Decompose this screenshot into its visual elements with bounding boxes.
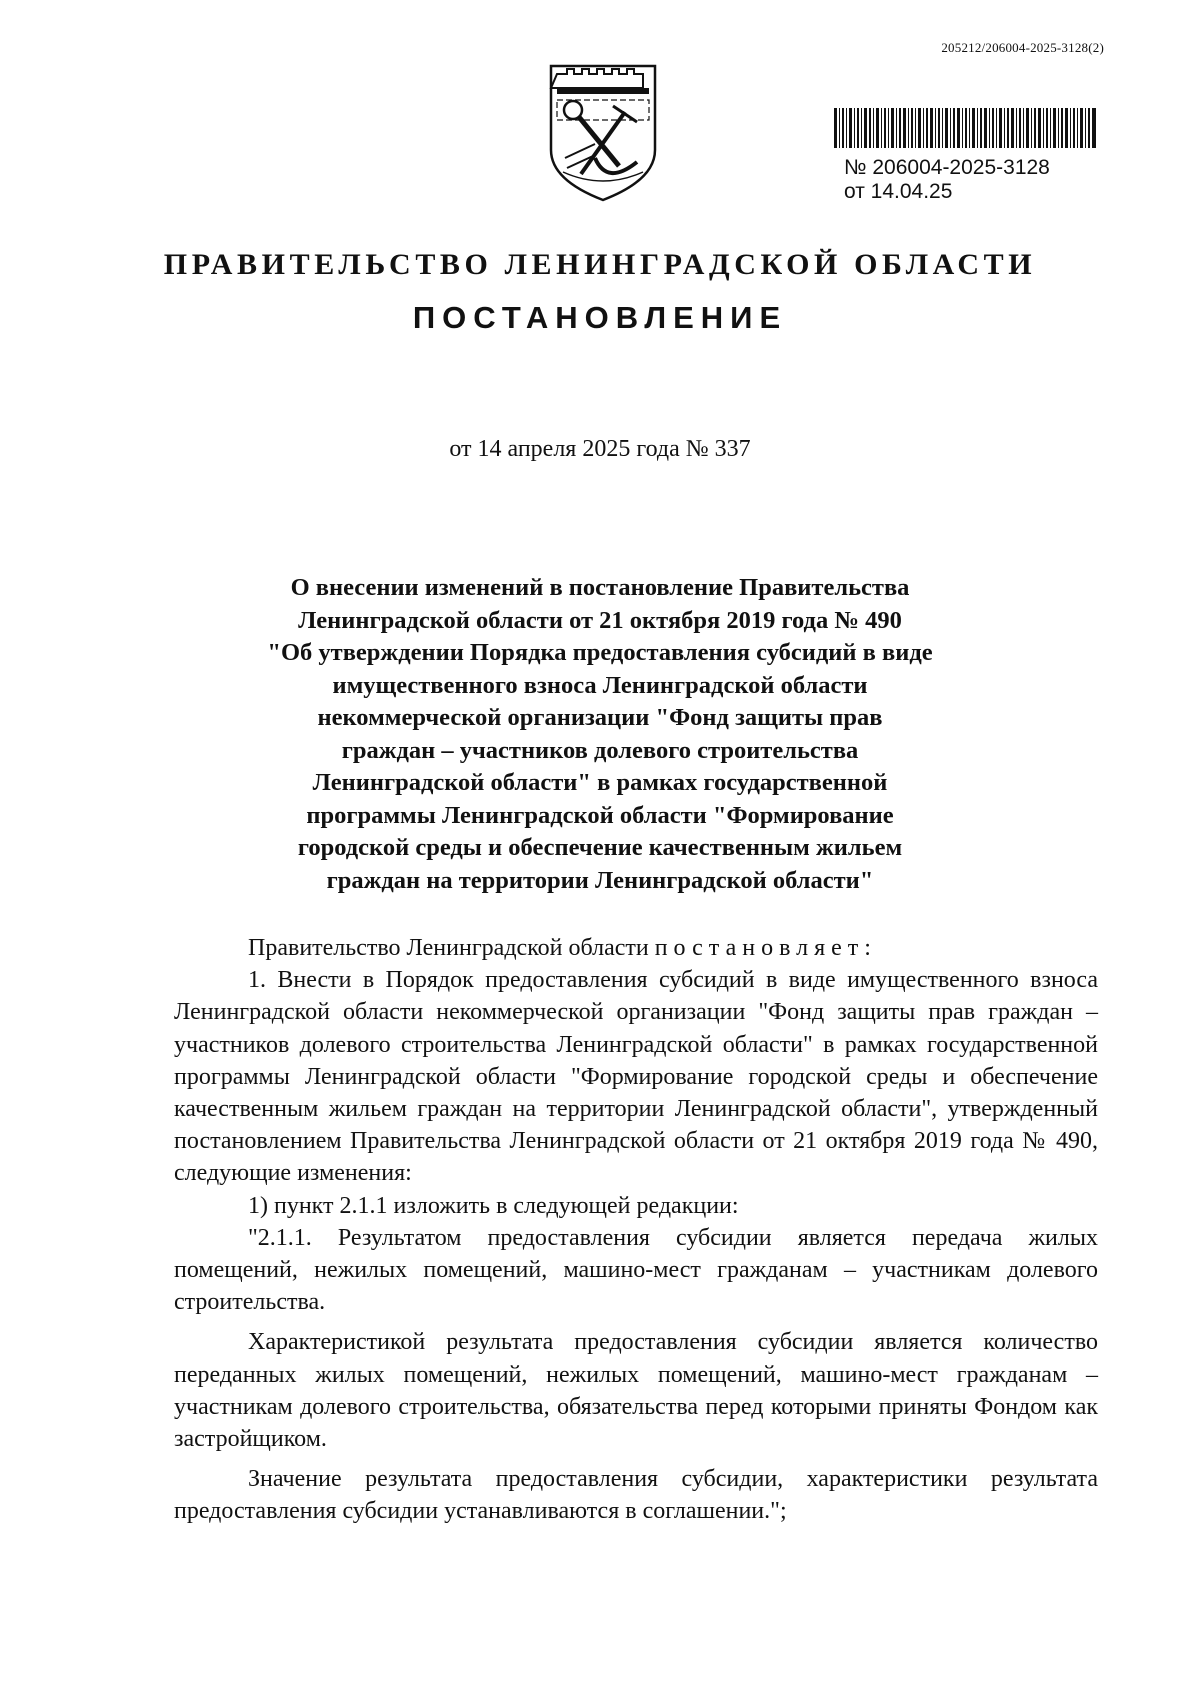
paragraph-value: Значение результата предоставления субсидии, характеристики результата предоставления субсидии устанавливаются в соглашении."; bbox=[174, 1466, 1098, 1525]
intro-paragraph bbox=[174, 932, 1098, 964]
subject-line: граждан – участников долевого строительства bbox=[341, 736, 859, 764]
intro-decree-word: постановляет: bbox=[654, 935, 877, 961]
registration-date: от 14.04.25 bbox=[844, 180, 953, 203]
registration-number: № 206004-2025-3128 bbox=[844, 156, 1050, 179]
coat-of-arms-icon bbox=[545, 62, 661, 202]
document-type: ПОСТАНОВЛЕНИЕ bbox=[412, 300, 788, 335]
paragraph-clause-2-1-1: "2.1.1. Результатом предоставления субсидии является передача жилых помещений, нежилых помещений, машино-мест гражданам – участникам долевого строительства. bbox=[174, 1224, 1098, 1316]
intro-prefix: Правительство Ленинградской области bbox=[248, 935, 655, 961]
subject-line: "Об утверждении Порядка предоставления субсидий в виде bbox=[267, 639, 933, 666]
subject-line: граждан на территории Ленинградской области" bbox=[326, 866, 874, 894]
paragraph-characteristic: Характеристикой результата предоставления субсидии является количество переданных жилых помещений, нежилых помещений, машино-мест гражданам – участникам долевого строительства, обязательства перед которыми приняты Фондом как застройщиком. bbox=[174, 1329, 1098, 1453]
decree-date-number: от 14 апреля 2025 года № 337 bbox=[449, 436, 751, 462]
paragraph-item-1: 1. Внести в Порядок предоставления субсидий в виде имущественного взноса Ленинградской области некоммерческой организации "Фонд защиты прав граждан – участников долевого строительства Ленинградской области" в рамках государственной программы Ленинградской области "Формирование городской среды и обеспечение качественным жильем граждан на территории Ленинградской области", утвержденный постановлением Правительства Ленинградской области от 21 октября 2019 года № 490, следующие изменения: bbox=[174, 967, 1098, 1187]
subject-line: О внесении изменений в постановление Правительства bbox=[290, 574, 910, 601]
government-title: ПРАВИТЕЛЬСТВО ЛЕНИНГРАДСКОЙ ОБЛАСТИ bbox=[163, 248, 1037, 281]
subject-line: имущественного взноса Ленинградской области bbox=[332, 671, 868, 699]
subject-line: программы Ленинградской области "Формирование bbox=[306, 801, 894, 829]
decree-body bbox=[174, 932, 1098, 1528]
decree-subject bbox=[200, 572, 1000, 897]
barcode-icon bbox=[834, 108, 1096, 148]
document-code: 205212/206004-2025-3128(2) bbox=[941, 40, 1104, 55]
subject-line: некоммерческой организации "Фонд защиты прав bbox=[317, 704, 883, 731]
subject-line: Ленинградской области от 21 октября 2019 года № 490 bbox=[298, 606, 902, 634]
subject-line: Ленинградской области" в рамках государственной bbox=[312, 769, 888, 796]
paragraph-subitem-1: 1) пункт 2.1.1 изложить в следующей редакции: bbox=[248, 1192, 739, 1219]
subject-line: городской среды и обеспечение качественным жильем bbox=[297, 834, 903, 861]
